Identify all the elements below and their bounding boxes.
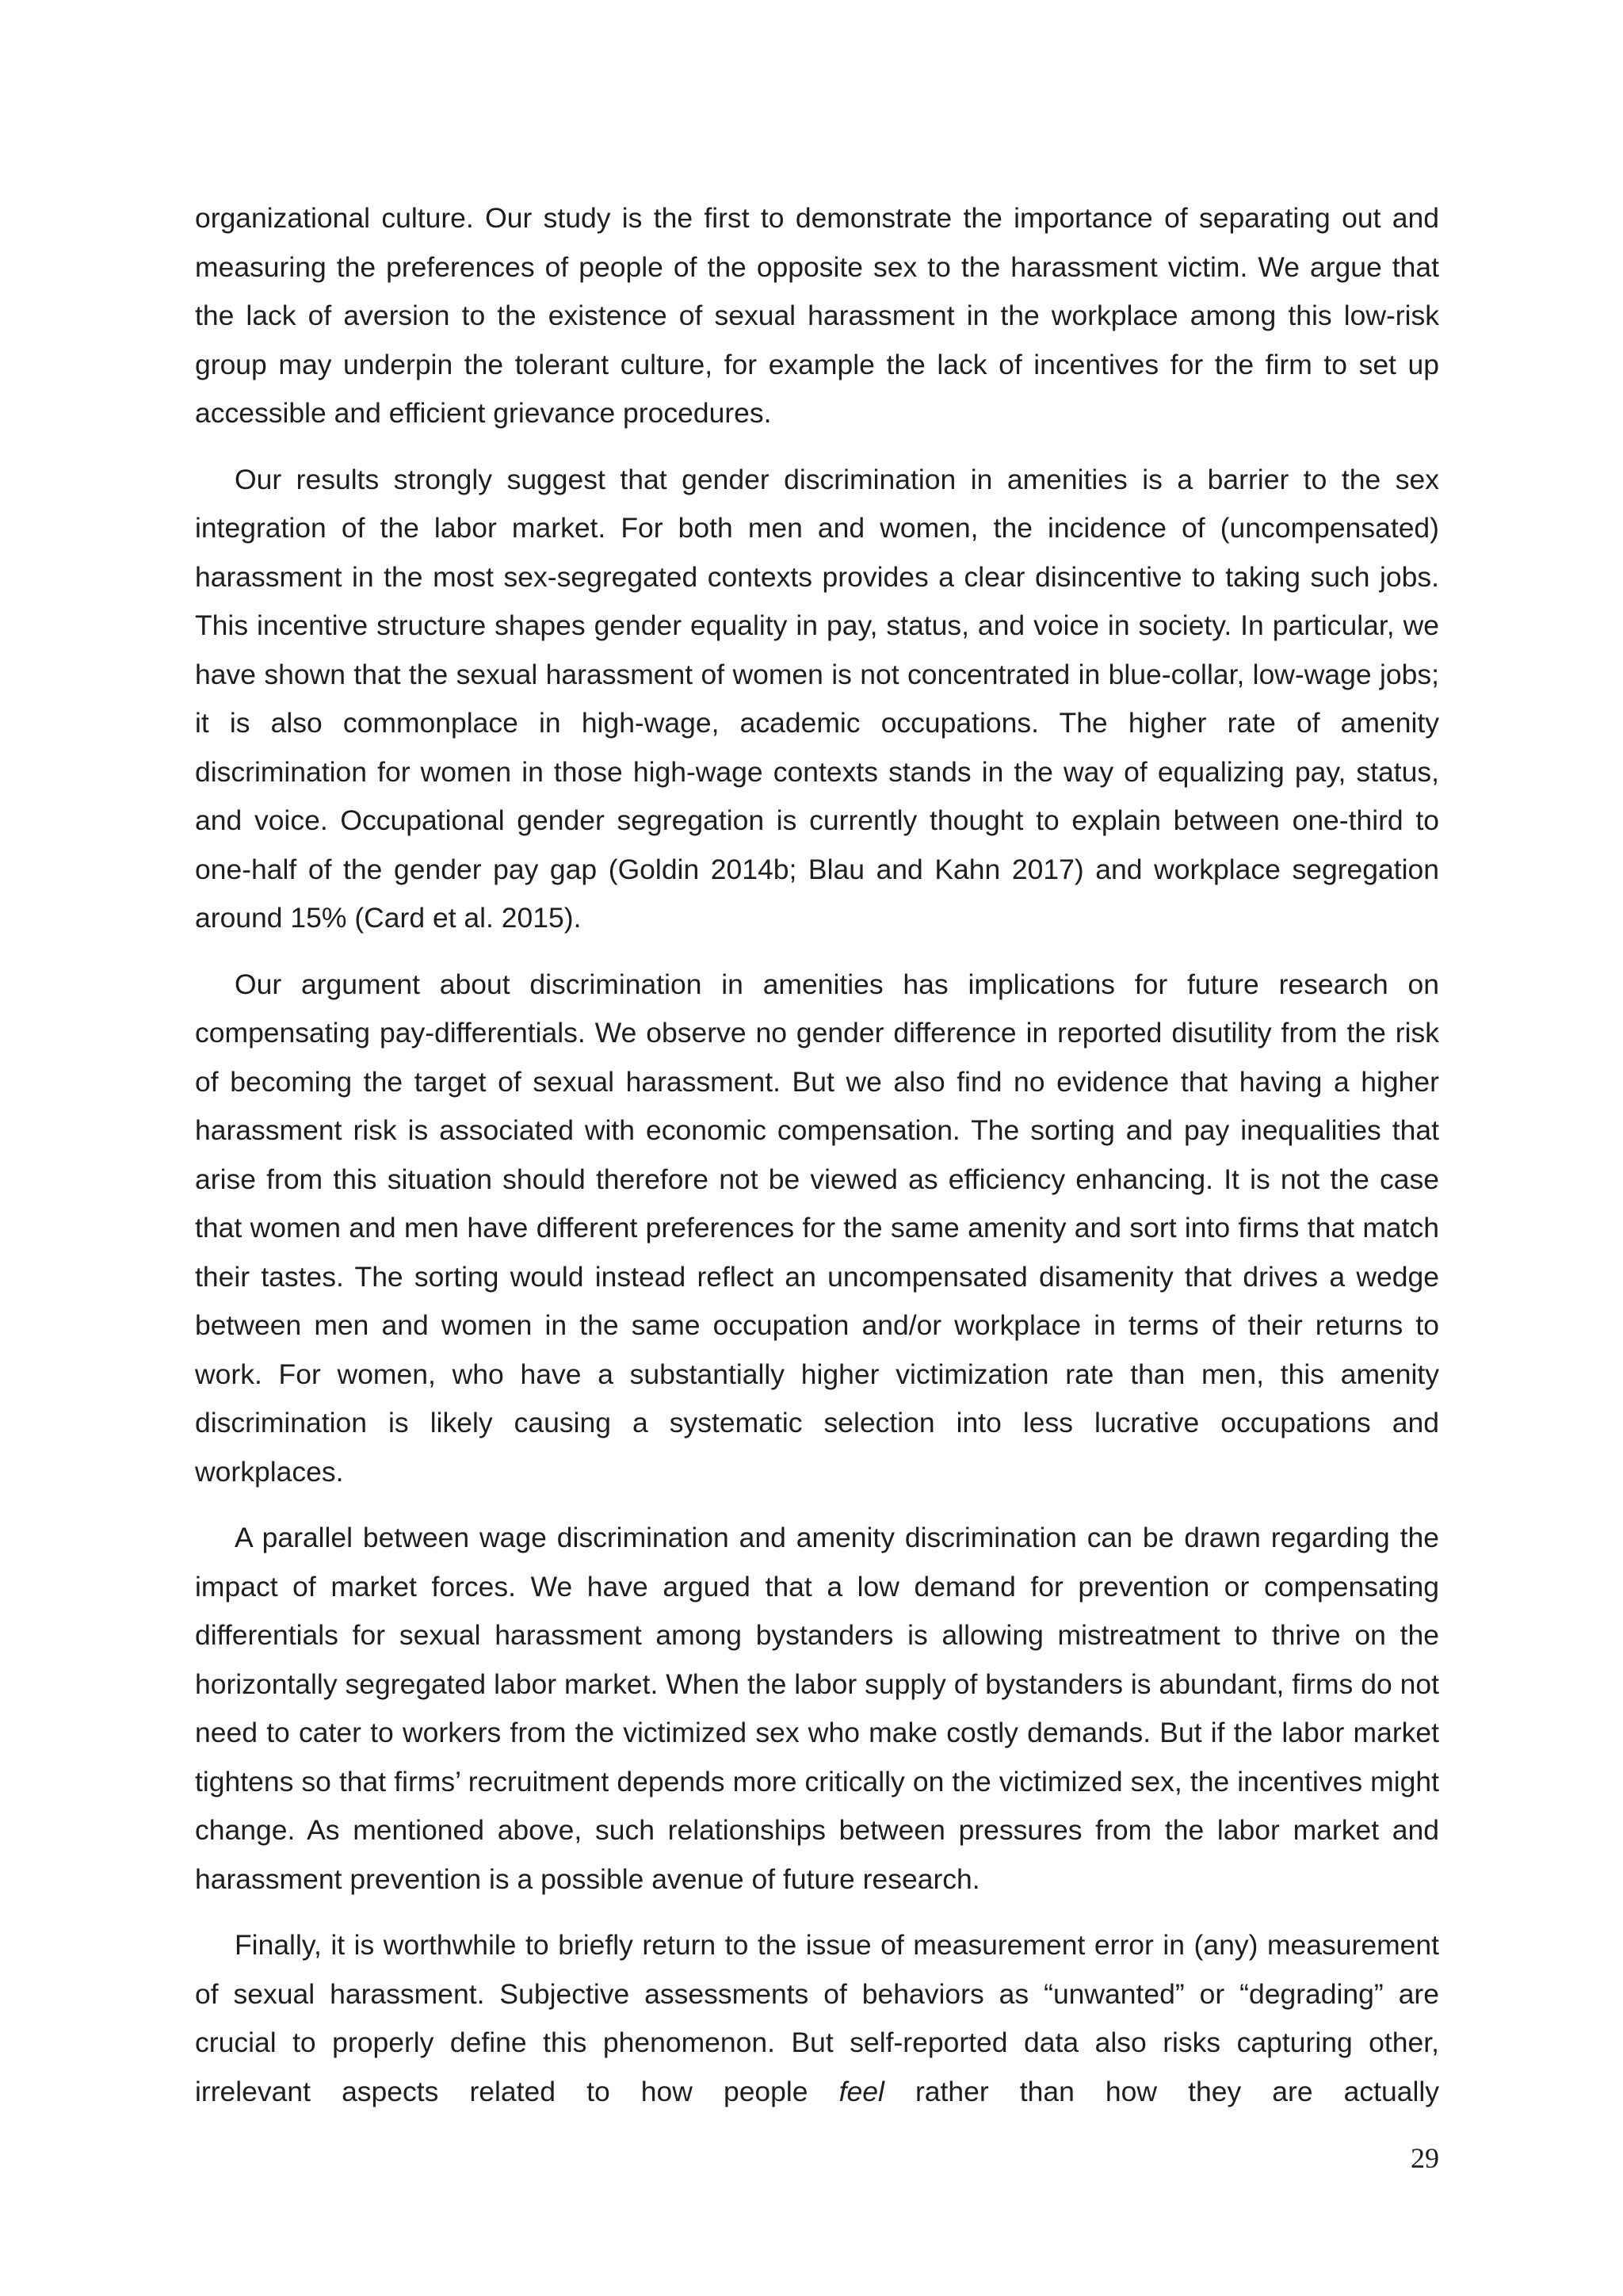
paragraph-5-text: Finally, it is worthwhile to briefly return to the issue of measurement error in (any) measurement of sexual harassment. Subjective assessments of behaviors as “unwanted” or “degrading” are crucial to properly define this phenomenon. But self-reported data also risks capturing other, irrelevant aspects related to how people [195, 1929, 1439, 2107]
page-body [195, 194, 1439, 2134]
paragraph-2-text: Our results strongly suggest that gender discrimination in amenities is a barrier to the sex integration of the labor market. For both men and women, the incidence of (uncompensated) harassment in the most sex-segregated contexts provides a clear disincentive to taking such jobs. This incentive structure shapes gender equality in pay, status, and voice in society. In particular, we have shown that the sexual harassment of women is not concentrated in blue-collar, low-wage jobs; it is also commonplace in high-wage, academic occupations. The higher rate of amenity discrimination for women in those high-wage contexts stands in the way of equalizing pay, status, and voice. Occupational gender segregation is currently thought to explain between one-third to one-half of the gender pay gap (Goldin 2014b; Blau and Kahn 2017) and workplace segregation around 15% (Card et al. 2015). [195, 463, 1439, 934]
paragraph-1 [195, 194, 1439, 438]
paragraph-5-text-continued: rather than how they are actually [884, 2075, 1439, 2107]
paragraph-5 [195, 1921, 1439, 2116]
paragraph-1-text: organizational culture. Our study is the first to demonstrate the importance of separating out and measuring the preferences of people of the opposite sex to the harassment victim. We argue that the lack of aversion to the existence of sexual harassment in the workplace among this low-risk group may underpin the tolerant culture, for example the lack of incentives for the firm to set up accessible and efficient grievance procedures. [195, 202, 1439, 429]
paragraph-5-emphasis: feel [838, 2075, 884, 2107]
paragraph-2 [195, 456, 1439, 943]
paragraph-3-text: Our argument about discrimination in amenities has implications for future research on compensating pay-differentials. We observe no gender difference in reported disutility from the risk of becoming the target of sexual harassment. But we also find no evidence that having a higher harassment risk is associated with economic compensation. The sorting and pay inequalities that arise from this situation should therefore not be viewed as efficiency enhancing. It is not the case that women and men have different preferences for the same amenity and sort into firms that match their tastes. The sorting would instead reflect an uncompensated disamenity that drives a wedge between men and women in the same occupation and/or workplace in terms of their returns to work. For women, who have a substantially higher victimization rate than men, this amenity discrimination is likely causing a systematic selection into less lucrative occupations and workplaces. [195, 968, 1439, 1488]
paragraph-3 [195, 961, 1439, 1497]
paragraph-4-text: A parallel between wage discrimination and amenity discrimination can be drawn regarding the impact of market forces. We have argued that a low demand for prevention or compensating differentials for sexual harassment among bystanders is allowing mistreatment to thrive on the horizontally segregated labor market. When the labor supply of bystanders is abundant, firms do not need to cater to workers from the victimized sex who make costly demands. But if the labor market tightens so that firms’ recruitment depends more critically on the victimized sex, the incentives might change. As mentioned above, such relationships between pressures from the labor market and harassment prevention is a possible avenue of future research. [195, 1522, 1439, 1895]
page-number: 29 [1411, 2142, 1439, 2174]
paragraph-4 [195, 1514, 1439, 1904]
